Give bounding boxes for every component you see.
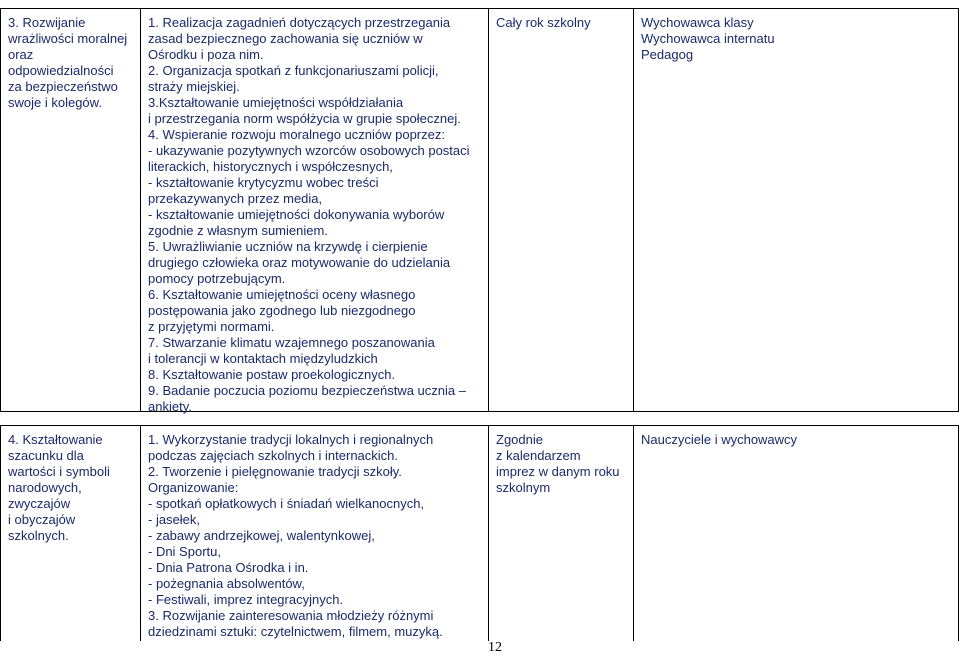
- text-line: 3. Rozwijanie: [8, 15, 86, 30]
- text-line: 3.Kształtowanie umiejętności współdziałania: [148, 95, 404, 110]
- text-line: Wychowawca internatu: [641, 31, 775, 46]
- text-line: Zgodnie: [496, 432, 543, 447]
- text-line: Pedagog: [641, 47, 694, 62]
- text-line: - Dnia Patrona Ośrodka i in.: [148, 560, 309, 575]
- text-line: 6. Kształtowanie umiejętności oceny własnego: [148, 287, 416, 302]
- text-line: drugiego człowieka oraz motywowanie do udzielania: [148, 255, 451, 270]
- text-line: literackich, historycznych i współczesnych,: [148, 159, 393, 174]
- text-line: - ukazywanie pozytywnych wzorców osobowych postaci: [148, 143, 470, 158]
- tasks-cell: [140, 9, 488, 414]
- text-line: szacunku dla: [8, 448, 84, 463]
- text-line: ankiety.: [148, 399, 192, 414]
- text-line: - kształtowanie umiejętności dokonywania wyborów: [148, 207, 445, 222]
- text-line: 1. Wykorzystanie tradycji lokalnych i regionalnych: [148, 432, 434, 447]
- tasks-cell: [140, 426, 488, 641]
- text-line: imprez w danym roku: [496, 464, 620, 479]
- goal-cell: [0, 426, 140, 641]
- text-line: - Festiwali, imprez integracyjnych.: [148, 592, 344, 607]
- text-line: i przestrzegania norm współżycia w grupie społecznej.: [148, 111, 461, 126]
- text-line: wrażliwości moralnej: [8, 31, 128, 46]
- text-line: zgodnie z własnym sumieniem.: [148, 223, 328, 238]
- text-line: 4. Wspieranie rozwoju moralnego uczniów poprzez:: [148, 127, 445, 142]
- page-number: 12: [488, 640, 502, 655]
- text-line: swoje i kolegów.: [8, 95, 102, 110]
- text-line: 5. Uwrażliwianie uczniów na krzywdę i cierpienie: [148, 239, 428, 254]
- text-line: 8. Kształtowanie postaw proekologicznych.: [148, 367, 396, 382]
- text-line: Ośrodku i poza nim.: [148, 47, 264, 62]
- text-line: - Dni Sportu,: [148, 544, 221, 559]
- term-cell: [488, 9, 633, 411]
- text-line: i obyczajów: [8, 512, 76, 527]
- text-line: szkolnych.: [8, 528, 69, 543]
- text-line: z przyjętymi normami.: [148, 319, 275, 334]
- text-line: 2. Organizacja spotkań z funkcjonariuszami policji,: [148, 63, 439, 78]
- responsible-cell: [633, 9, 959, 411]
- text-line: przekazywanych przez media,: [148, 191, 323, 206]
- text-line: Nauczyciele i wychowawcy: [641, 432, 798, 447]
- text-line: dziedzinami sztuki: czytelnictwem, filmem, muzyką.: [148, 624, 443, 639]
- text-line: narodowych,: [8, 480, 82, 495]
- text-line: 3. Rozwijanie zainteresowania młodzieży różnymi: [148, 608, 434, 623]
- text-line: i tolerancji w kontaktach międzyludzkich: [148, 351, 378, 366]
- text-line: - pożegnania absolwentów,: [148, 576, 305, 591]
- responsible-cell: [633, 426, 959, 641]
- table-row: [0, 425, 959, 641]
- text-line: - zabawy andrzejkowej, walentynkowej,: [148, 528, 375, 543]
- text-line: zasad bezpiecznego zachowania się uczniów w: [148, 31, 423, 46]
- text-line: - jasełek,: [148, 512, 201, 527]
- text-line: z kalendarzem: [496, 448, 581, 463]
- goal-cell: [0, 9, 140, 411]
- text-line: Organizowanie:: [148, 480, 239, 495]
- text-line: Wychowawca klasy: [641, 15, 754, 30]
- text-line: postępowania jako zgodnego lub niezgodnego: [148, 303, 416, 318]
- text-line: Cały rok szkolny: [496, 15, 591, 30]
- term-cell: [488, 426, 633, 641]
- text-line: pomocy potrzebującym.: [148, 271, 286, 286]
- table-row: [0, 8, 959, 412]
- text-line: straży miejskiej.: [148, 79, 240, 94]
- text-line: podczas zajęciach szkolnych i internackich.: [148, 448, 399, 463]
- text-line: 1. Realizacja zagadnień dotyczących przestrzegania: [148, 15, 451, 30]
- text-line: odpowiedzialności: [8, 63, 114, 78]
- text-line: 2. Tworzenie i pielęgnowanie tradycji szkoły.: [148, 464, 402, 479]
- text-line: 9. Badanie poczucia poziomu bezpieczeństwa ucznia –: [148, 383, 466, 398]
- text-line: 4. Kształtowanie: [8, 432, 103, 447]
- text-line: za bezpieczeństwo: [8, 79, 118, 94]
- text-line: 7. Stwarzanie klimatu wzajemnego poszanowania: [148, 335, 435, 350]
- text-line: wartości i symboli: [8, 464, 110, 479]
- text-line: - spotkań opłatkowych i śniadań wielkanocnych,: [148, 496, 425, 511]
- text-line: zwyczajów: [8, 496, 71, 511]
- text-line: szkolnym: [496, 480, 551, 495]
- text-line: oraz: [8, 47, 34, 62]
- text-line: - kształtowanie krytycyzmu wobec treści: [148, 175, 379, 190]
